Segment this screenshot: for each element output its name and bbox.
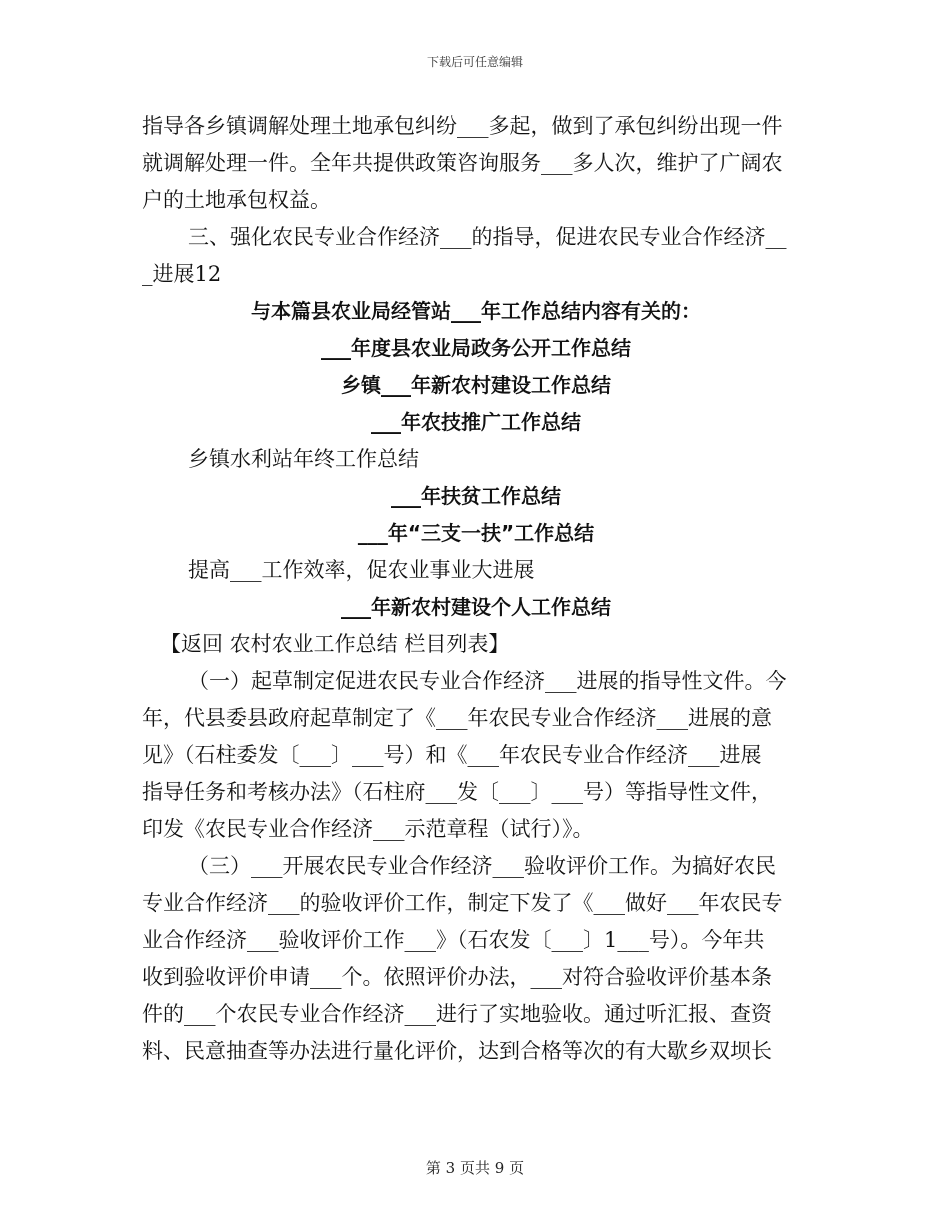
return-link[interactable]: 【返回 农村农业工作总结 栏目列表】 (160, 632, 510, 656)
related-link[interactable]: 提高___工作效率，促农业事业大进展 (188, 558, 535, 582)
related-heading: 与本篇县农业局经管站___年工作总结内容有关的： (251, 299, 701, 323)
paragraph-line: 件的___个农民专业合作经济___进行了实地验收。通过听汇报、查资 (142, 1002, 772, 1026)
related-link[interactable]: ___年农技推广工作总结 (371, 410, 581, 434)
paragraph-line: 户的土地承包权益。 (142, 188, 331, 212)
paragraph-line: 料、民意抽查等办法进行量化评价，达到合格等次的有大歇乡双坝长 (142, 1039, 772, 1063)
paragraph-line: 业合作经济___验收评价工作___》（石农发〔___〕1___号）。今年共 (142, 928, 765, 952)
paragraph-line: （一）起草制定促进农民专业合作经济___进展的指导性文件。今 (188, 669, 787, 693)
section-heading-line: _进展12 (142, 262, 222, 286)
related-link[interactable]: ___年度县农业局政务公开工作总结 (321, 336, 631, 360)
paragraph-line: 收到验收评价申请___个。依照评价办法，___对符合验收评价基本条 (142, 965, 772, 989)
paragraph-line: 印发《农民专业合作经济___示范章程（试行）》。 (142, 817, 594, 841)
paragraph-line: 专业合作经济___的验收评价工作，制定下发了《___做好___年农民专 (142, 891, 783, 915)
related-link[interactable]: ___年新农村建设个人工作总结 (341, 595, 611, 619)
paragraph-line: （三）___开展农民专业合作经济___验收评价工作。为搞好农民 (188, 854, 776, 878)
document-body (142, 108, 810, 1070)
page-header: 下载后可任意编辑 (426, 55, 523, 69)
paragraph-line: 指导各乡镇调解处理土地承包纠纷___多起，做到了承包纠纷出现一件 (142, 114, 783, 138)
paragraph-line: 指导任务和考核办法》（石柱府___发〔___〕___号）等指导性文件， (142, 780, 772, 804)
related-link[interactable]: 乡镇___年新农村建设工作总结 (341, 373, 611, 397)
related-link[interactable]: ___年扶贫工作总结 (391, 484, 561, 508)
related-link[interactable]: 乡镇水利站年终工作总结 (188, 447, 419, 471)
paragraph-line: 就调解处理一件。全年共提供政策咨询服务___多人次，维护了广阔农 (142, 151, 783, 175)
paragraph-line: 年，代县委县政府起草制定了《___年农民专业合作经济___进展的意 (142, 706, 772, 730)
paragraph-line: 见》（石柱委发〔___〕___号）和《___年农民专业合作经济___进展 (142, 743, 762, 767)
page-footer: 第 3 页共 9 页 (425, 1159, 525, 1177)
section-heading-line: 三、强化农民专业合作经济___的指导，促进农民专业合作经济__ (188, 225, 787, 249)
related-link[interactable]: ___年“三支一扶”工作总结 (357, 521, 595, 545)
